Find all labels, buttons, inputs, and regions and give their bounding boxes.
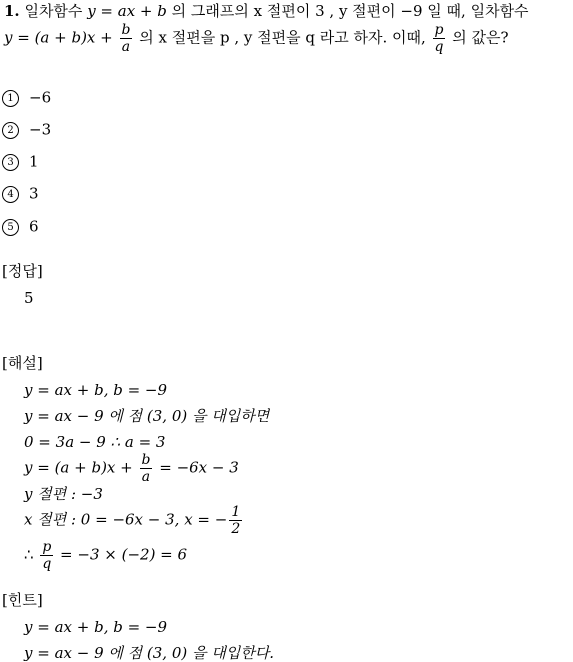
choice-marker: 2 — [2, 122, 19, 139]
hint-line-1: y = ax + b, b = −9 — [24, 618, 168, 636]
solution-line-5: y 절편 : −3 — [24, 485, 103, 503]
question-text-b: 의 그래프의 x 절편이 3 , y 절편이 −9 일 때, 일차함수 — [166, 2, 529, 20]
choice-4[interactable] — [2, 186, 39, 203]
choice-value: 6 — [29, 217, 39, 236]
choice-marker: 4 — [2, 186, 19, 203]
fraction-denominator: q — [434, 39, 444, 55]
question-text-d: 의 값은? — [447, 28, 509, 47]
fraction-denominator: a — [141, 469, 151, 485]
question-number: 1. — [4, 2, 20, 20]
solution-line-4 — [24, 452, 239, 485]
choice-marker: 3 — [2, 154, 19, 171]
fraction-one-half — [229, 504, 242, 537]
question-equation: y = ax + b — [87, 2, 167, 20]
choice-value: −3 — [29, 120, 52, 139]
solution-line-6-lhs: x 절편 : 0 = −6x − 3, x = − — [24, 510, 228, 529]
question-text-c: 의 x 절편을 p , y 절편을 q 라고 하자. 이때, — [134, 28, 431, 47]
solution-line-6 — [24, 504, 244, 537]
fraction-denominator: a — [121, 39, 131, 55]
choice-marker: 1 — [2, 90, 19, 107]
fraction-denominator: 2 — [231, 521, 241, 537]
choice-value: 1 — [29, 152, 39, 171]
answer-label: [정답] — [2, 262, 43, 280]
choice-2[interactable] — [2, 122, 51, 139]
fraction-numerator: 1 — [231, 504, 241, 520]
choice-5[interactable] — [2, 219, 39, 236]
fraction-numerator: p — [434, 22, 444, 38]
choice-value: 3 — [29, 184, 39, 203]
hint-label: [힌트] — [2, 591, 43, 609]
choice-value: −6 — [29, 88, 52, 107]
choice-3[interactable] — [2, 154, 39, 171]
solution-line-4-lhs: y = (a + b)x + — [24, 458, 138, 477]
fraction-p-over-q — [40, 539, 53, 572]
solution-line-7 — [24, 539, 187, 572]
solution-line-1: y = ax + b, b = −9 — [24, 381, 168, 399]
therefore-symbol: ∴ — [24, 545, 39, 564]
question-line-1 — [4, 4, 529, 19]
solution-line-4-rhs: = −6x − 3 — [154, 458, 239, 477]
choice-marker: 5 — [2, 219, 19, 236]
question-equation-2: y = (a + b)x + — [4, 28, 118, 47]
question-text-a: 일차함수 — [24, 2, 88, 20]
solution-label: [해설] — [2, 354, 43, 372]
fraction-b-over-a — [120, 22, 133, 55]
fraction-numerator: b — [121, 22, 131, 38]
solution-line-3: 0 = 3a − 9 ∴ a = 3 — [24, 433, 166, 451]
fraction-denominator: q — [42, 556, 52, 572]
fraction-numerator: p — [42, 539, 52, 555]
answer-value: 5 — [24, 289, 34, 307]
fraction-numerator: b — [141, 452, 151, 468]
choice-1[interactable] — [2, 90, 51, 107]
question-line-2 — [4, 22, 509, 55]
fraction-b-over-a — [140, 452, 153, 485]
solution-line-2: y = ax − 9 에 점 (3, 0) 을 대입하면 — [24, 407, 270, 425]
solution-line-7-rhs: = −3 × (−2) = 6 — [55, 545, 188, 564]
fraction-p-over-q — [433, 22, 446, 55]
hint-line-2: y = ax − 9 에 점 (3, 0) 을 대입한다. — [24, 644, 274, 662]
